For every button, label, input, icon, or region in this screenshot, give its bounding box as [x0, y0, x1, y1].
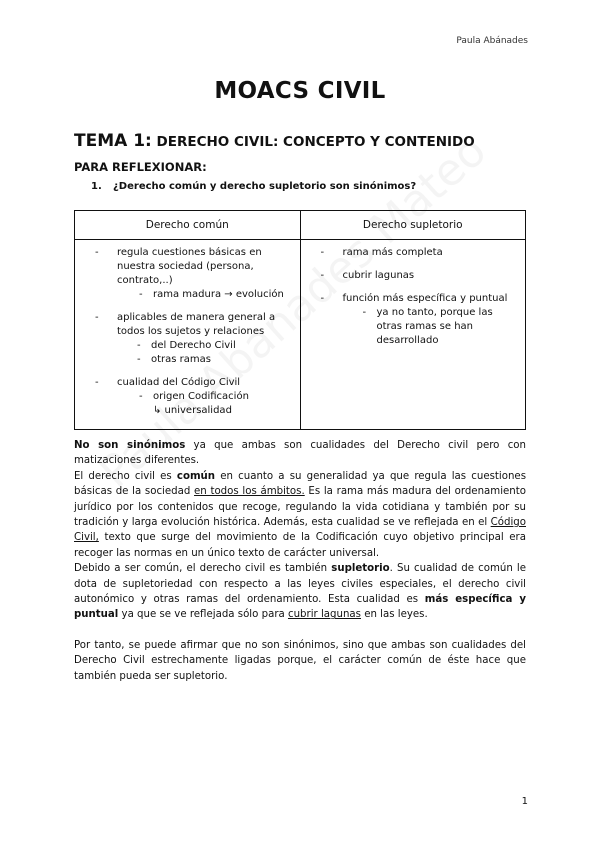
- paragraph-derecho-comun: El derecho civil es común en cuanto a su generalidad ya que regula las cuestiones básicas de la sociedad en todos los ámbitos. Es la rama más madura del ordenamiento jurídico por los contenidos que recoge, regulando la vida cotidiana y también por su tradición y larga evolución histórica. Además, esta cualidad se ve reflejada en el Código Civil, texto que surge del movimiento de la Codificación cuyo objetivo principal era recoger las normas en un único texto de carácter universal.: [74, 470, 526, 559]
- paragraph-derecho-supletorio: Debido a ser común, el derecho civil es también supletorio. Su cualidad de común le dota de supletoriedad con respecto a las leyes civiles especiales, el derecho civil autonómico y otras ramas del ordenamiento. Esta cualidad es más específica y puntual ya que se ve reflejada sólo para cubrir lagunas en las leyes.: [74, 563, 527, 621]
- page-number: 1: [521, 796, 528, 807]
- comparison-table: [74, 210, 526, 430]
- question: [91, 181, 416, 192]
- sub-list-item: - otras ramas: [137, 354, 211, 365]
- chapter-heading: [74, 131, 475, 151]
- question-number: 1.: [91, 181, 102, 192]
- table-header-derecho-supletorio: Derecho supletorio: [300, 211, 526, 240]
- list-item: - aplicables de manera general a todos los sujetos y relaciones - del Derecho Civil - otras ramas: [95, 311, 292, 367]
- list-item: - cubrir lagunas: [320, 270, 415, 281]
- chapter-number: TEMA 1:: [74, 131, 152, 151]
- table-header-derecho-comun: Derecho común: [75, 211, 301, 240]
- sub-list-item-continuation: ↳ universalidad: [153, 405, 232, 416]
- section-heading: PARA REFLEXIONAR:: [74, 160, 207, 174]
- list-item: - rama más completa: [320, 247, 443, 258]
- chapter-title: DERECHO CIVIL: CONCEPTO Y CONTENIDO: [151, 134, 475, 150]
- body-text: [74, 438, 526, 684]
- list-item: - función más específica y puntual - ya no tanto, porque las otras ramas se han desarrollado: [321, 292, 518, 348]
- document-title: MOACS CIVIL: [214, 78, 386, 104]
- sub-list-item: - del Derecho Civil: [137, 340, 236, 351]
- paragraph-final: Por tanto, se puede afirmar que no son sinónimos, sino que ambas son cualidades del Derecho Civil estrechamente ligadas porque, el carácter común de éste hace que también pueda ser supletorio.: [74, 639, 526, 682]
- table-cell-derecho-comun: [75, 240, 301, 430]
- paragraph-conclusion: No son sinónimos ya que ambas son cualidades del Derecho civil pero con matizaciones diferentes.: [74, 440, 526, 467]
- sub-list-item: - rama madura → evolución: [139, 289, 284, 300]
- author-header: Paula Abánades: [456, 36, 528, 46]
- sub-list-item: - ya no tanto, porque las otras ramas se han desarrollado: [362, 307, 493, 346]
- list-item: - cualidad del Código Civil - origen Codificación ↳ universalidad: [95, 376, 292, 418]
- sub-list-item: - origen Codificación: [139, 391, 249, 402]
- list-item: - regula cuestiones básicas en nuestra sociedad (persona, contrato,..) - rama madura → evolución: [95, 246, 292, 302]
- question-text: ¿Derecho común y derecho supletorio son sinónimos?: [113, 181, 417, 192]
- table-cell-derecho-supletorio: [300, 240, 526, 430]
